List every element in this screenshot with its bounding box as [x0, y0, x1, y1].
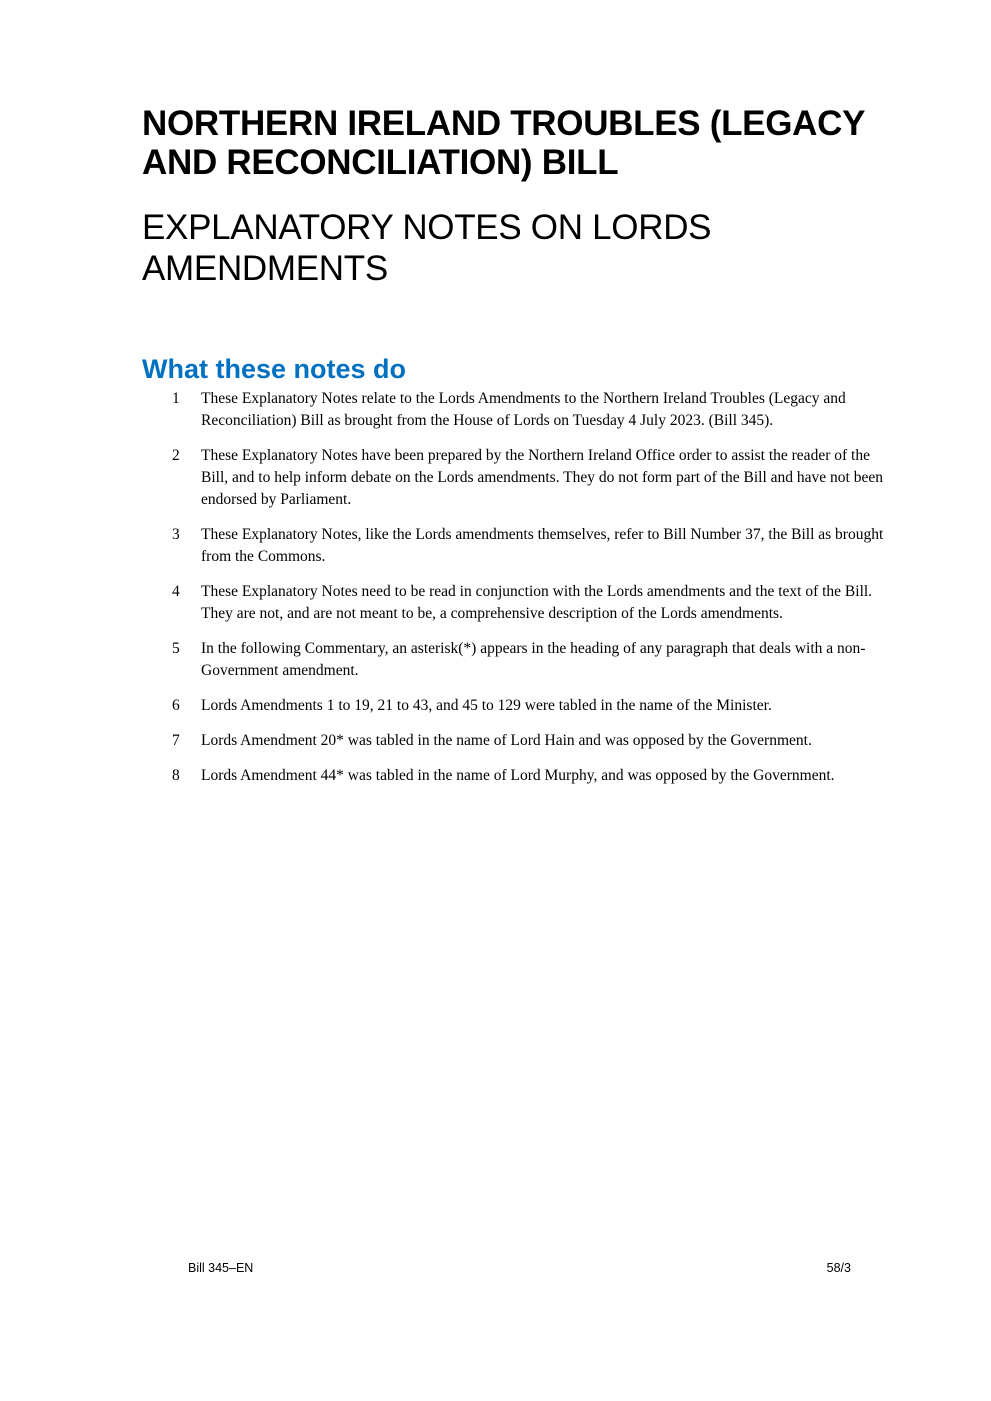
paragraph-list	[142, 388, 902, 787]
page-footer	[188, 1260, 851, 1276]
paragraph-number: 7	[172, 732, 180, 749]
paragraph-item	[142, 524, 902, 568]
paragraph-number: 6	[172, 697, 180, 714]
paragraph-text: These Explanatory Notes relate to the Lords Amendments to the Northern Ireland Troubles (Legacy and Reconciliation) Bill as brought from the House of Lords on Tuesday 4 July 2023. (Bill 345).	[201, 390, 846, 429]
paragraph-text: Lords Amendment 44* was tabled in the name of Lord Murphy, and was opposed by the Government.	[201, 767, 835, 784]
paragraph-text: These Explanatory Notes have been prepared by the Northern Ireland Office order to assist the reader of the Bill, and to help inform debate on the Lords amendments. They do not form part of the Bill and have not been endorsed by Parliament.	[201, 447, 883, 508]
title-block	[142, 104, 942, 289]
paragraph-item	[142, 695, 902, 717]
paragraph-item	[142, 638, 902, 682]
paragraph-number: 5	[172, 640, 180, 657]
paragraph-item	[142, 581, 902, 625]
paragraph-number: 2	[172, 447, 180, 464]
paragraph-text: Lords Amendments 1 to 19, 21 to 43, and 45 to 129 were tabled in the name of the Minister.	[201, 697, 772, 714]
paragraph-text: In the following Commentary, an asterisk(*) appears in the heading of any paragraph that deals with a non-Government amendment.	[201, 640, 866, 679]
paragraph-number: 8	[172, 767, 180, 784]
paragraph-text: These Explanatory Notes, like the Lords amendments themselves, refer to Bill Number 37, the Bill as brought from the Commons.	[201, 526, 884, 565]
document-subtitle: EXPLANATORY NOTES ON LORDS AMENDMENTS	[142, 208, 712, 288]
section-heading: What these notes do	[142, 354, 407, 384]
paragraph-number: 4	[172, 583, 180, 600]
paragraph-item	[142, 765, 902, 787]
paragraph-item	[142, 730, 902, 752]
paragraph-item	[142, 388, 902, 432]
paragraph-number: 3	[172, 526, 180, 543]
footer-page-code: 58/3	[826, 1261, 851, 1275]
section-what-these-notes-do	[142, 352, 902, 800]
footer-bill-reference: Bill 345–EN	[188, 1261, 254, 1275]
paragraph-number: 1	[172, 390, 180, 407]
paragraph-item	[142, 445, 902, 511]
paragraph-text: Lords Amendment 20* was tabled in the name of Lord Hain and was opposed by the Government.	[201, 732, 812, 749]
document-title: NORTHERN IRELAND TROUBLES (LEGACY AND RECONCILIATION) BILL	[142, 104, 865, 182]
paragraph-text: These Explanatory Notes need to be read in conjunction with the Lords amendments and the text of the Bill. They are not, and are not meant to be, a comprehensive description of the Lords amendments.	[201, 583, 873, 622]
